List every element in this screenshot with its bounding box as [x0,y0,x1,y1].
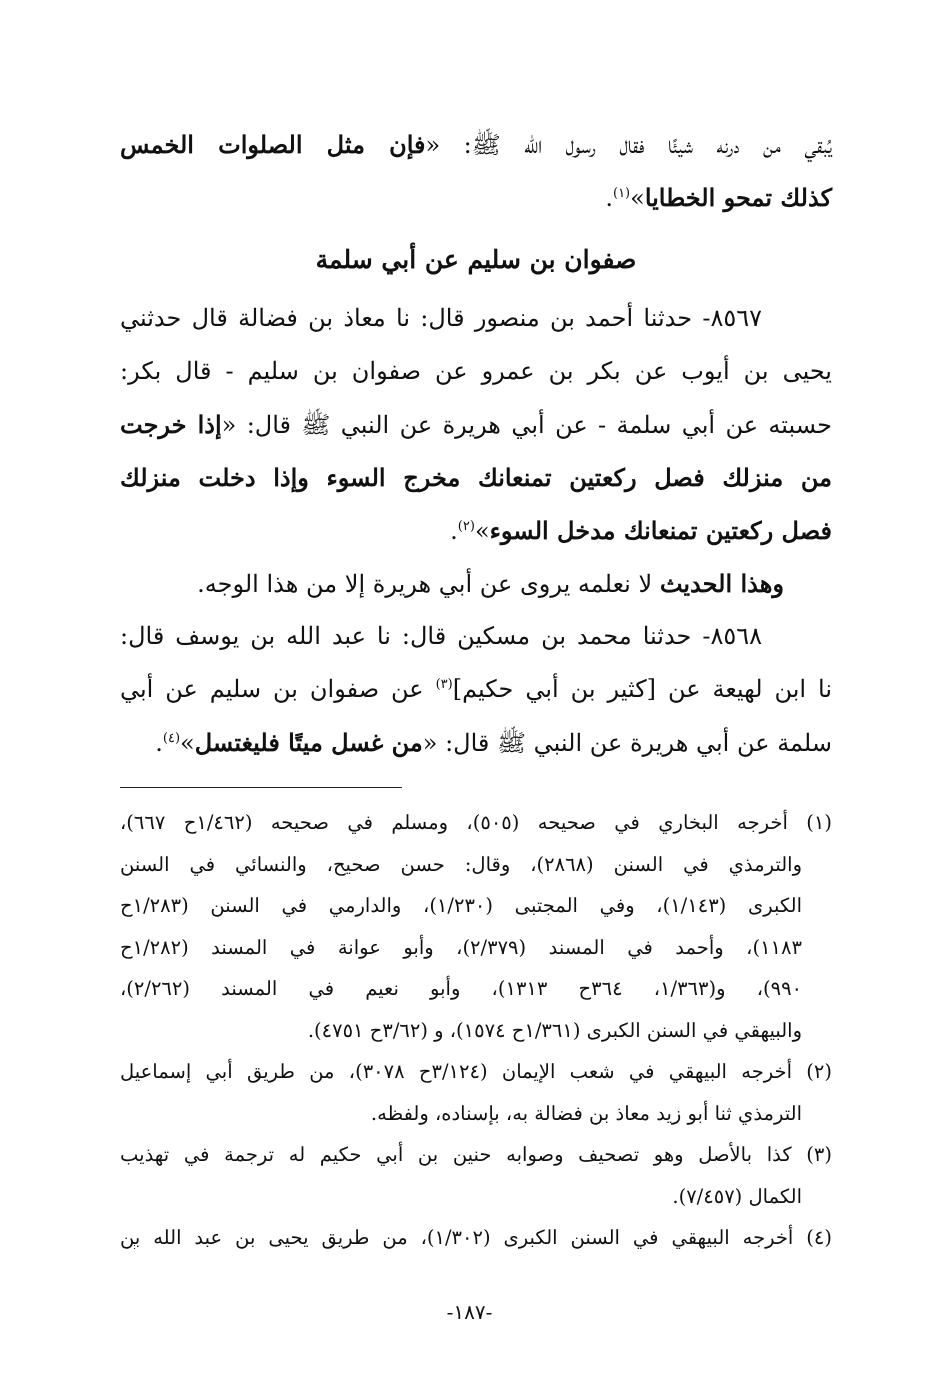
hadith-text: من منزلك فصل ركعتين تمنعانك مخرج السوء وإذا دخلت منزلك [120,463,832,492]
text-line [120,716,832,769]
text-line [120,504,832,557]
text-run: » [474,517,490,545]
text-run: يُبقي من درنه شيئًا فقال رسول الله ﷺ: « [425,131,832,159]
footnote-ref[interactable]: (٢) [457,519,475,534]
footnote-line [120,1217,832,1259]
text-line: ٨٥٦٨- حدثنا محمد بن مسكين قال: نا عبد الله بن يوسف قال: [120,622,762,650]
main-text [120,118,832,769]
footnote-ref[interactable]: (٣) [435,677,453,692]
text-line [120,557,832,610]
text-run: سلمة عن أبي هريرة عن النبي ﷺ قال: « [422,729,832,757]
footnote-line: الترمذي ثنا أبو زيد معاذ بن فضالة به، بإسناده، ولفظه. [370,1101,802,1125]
text-run: حسبته عن أبي سلمة - عن أبي هريرة عن النبي ﷺ قال: « [221,411,833,439]
remark-lead: وهذا الحديث [659,569,784,598]
text-line [120,118,832,171]
footnote-line: ٩٩٠)، و(١/٣٦٣، ٣٦٤ح ١٣١٣)، وأبو نعيم في المسند (٢/٢٦٢)، [120,977,803,1000]
footnote-line: الكمال (٧/٤٥٧). [672,1184,802,1208]
footnote-line: الكبرى (١/١٤٣)، وفي المجتبى (١/٢٣٠)، والدارمي في السنن (١/٢٨٣ح [120,894,803,917]
section-heading: صفوان بن سليم عن أبي سلمة [315,245,637,274]
page-body [120,118,832,1259]
text-run: لا نعلمه يروى عن أبي هريرة إلا من هذا الوجه. [197,570,660,598]
footnote-line: (١) أخرجه البخاري في صحيحه (٥٠٥)، ومسلم في صحيحه (١/٤٦٢ح ٦٦٧)، [120,811,833,834]
text-line: يحيى بن أيوب عن بكر بن عمرو عن صفوان بن سليم - قال بكر: [120,357,832,385]
footnote-line: (٣) كذا بالأصل وهو تصحيف وصوابه حنين بن أبي حكيم له ترجمة في تهذيب [120,1143,832,1166]
hadith-text: إذا خرجت [120,410,222,439]
text-run: عن صفوان بن سليم عن أبي [120,675,436,703]
footnote-ref[interactable]: (١) [612,186,631,201]
footnote-line: والبيهقي في السنن الكبرى (١/٣٦١ح ١٥٧٤)، و (٣/٦٢ح ٤٧٥١). [307,1018,802,1042]
page-number: -١٨٧- [446,1300,493,1324]
footnote-ref[interactable]: (٤) [162,731,181,746]
text-run: » [180,729,195,757]
hadith-text: فإن مثل الصلوات الخمس [120,130,426,159]
footnote-separator [120,787,402,788]
text-run: (٤) أخرجه البيهقي في السنن الكبرى (١/٣٠٢)، من طريق يحيى بن عبد الله [140,1226,832,1249]
catchword: بن [120,1226,141,1249]
text-line [120,398,832,451]
text-line [120,171,832,224]
footnote-line: والترمذي في السنن (٢٨٦٨)، وقال: حسن صحيح، والنسائي في السنن [120,852,803,876]
hadith-text: من غسل ميتًا فليغتسل [194,728,423,757]
footnote-line: ١١٨٣)، وأحمد في المسند (٢/٣٧٩)، وأبو عوانة في المسند (١/٢٨٢ح [120,935,802,959]
footnotes [120,802,832,1259]
text-run: . [605,184,613,212]
text-run: . [155,729,163,757]
text-line: ٨٥٦٧- حدثنا أحمد بن منصور قال: نا معاذ بن فضالة قال حدثني [120,304,762,332]
text-run: » [630,184,645,212]
hadith-text: كذلك تمحو الخطايا [644,183,832,212]
hadith-text: فصل ركعتين تمنعانك مدخل السوء [489,516,832,545]
text-run: نا ابن لهيعة عن [كثير بن أبي حكيم] [452,675,833,703]
text-line [120,663,832,716]
footnote-line: (٢) أخرجه البيهقي في شعب الإيمان (٣/١٢٤ح ٣٠٧٨)، من طريق أبي إسماعيل [120,1060,832,1083]
text-run: . [450,517,458,545]
